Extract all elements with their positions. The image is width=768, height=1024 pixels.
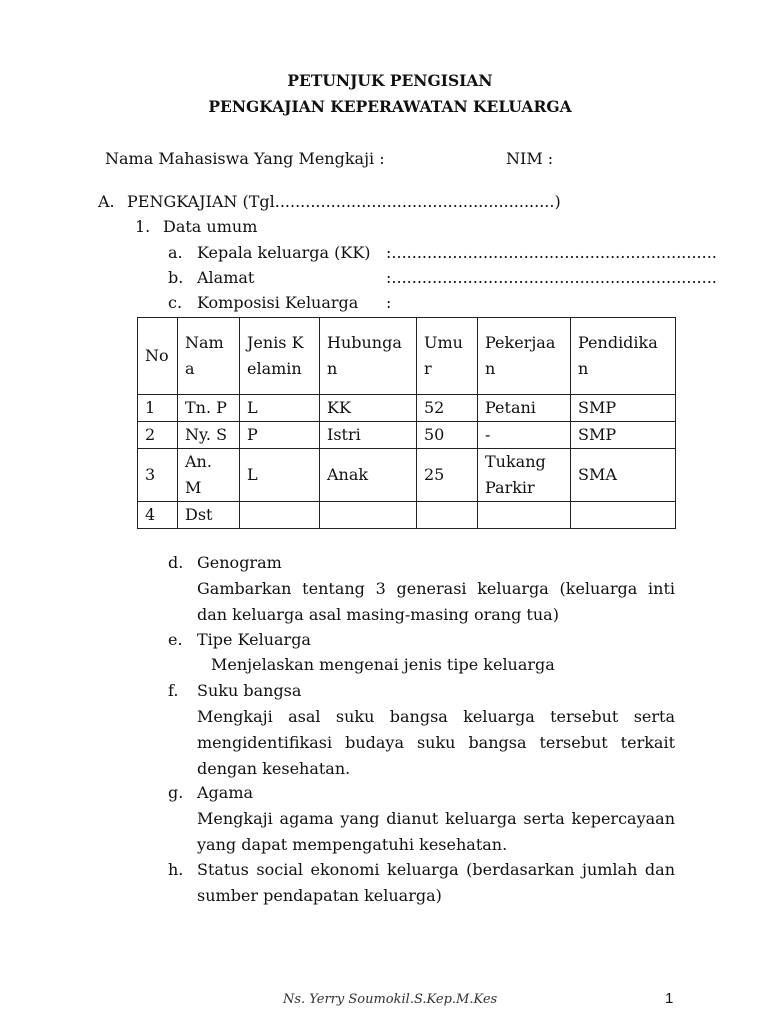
section-g-text: Mengkaji agama yang dianut keluarga serta kepercayaan yang dapat mempengatuhi kesehatan. [197,809,675,854]
table-row [138,395,676,422]
footer-author: Ns. Yerry Soumokil.S.Kep.M.Kes [283,992,498,1007]
table-cell: Ny. S [178,422,240,449]
section-d-text: Gambarkan tentang 3 generasi keluarga (keluarga inti dan keluarga asal masing-masing orang tua) [197,579,675,624]
table-cell: L [240,449,320,502]
section-a-marker: A. [98,192,115,211]
table-cell: KK [320,395,417,422]
table-cell: 3 [138,449,178,502]
header-cell-pekerjaan: Pekerjaan [478,318,571,395]
header-cell-jenis-kelamin: Jenis Kelamin [240,318,320,395]
section-e-marker: e. [168,630,183,649]
table-cell: SMA [571,449,676,502]
section-f-marker: f. [168,681,179,700]
item-c-marker: c. [168,293,183,312]
table-cell: Anak [320,449,417,502]
page-number: 1 [665,990,674,1007]
table-cell: P [240,422,320,449]
header-cell-nama: Nama [178,318,240,395]
header-cell-umur: Umur [417,318,478,395]
item-c-label: Komposisi Keluarga [197,293,359,312]
table-row [138,449,676,502]
header-cell-hubungan: Hubungan [320,318,417,395]
item-b-value: :................................................................ [386,268,717,287]
nim-label: NIM : [506,149,554,168]
document-title-line1: PETUNJUK PENGISIAN [287,71,493,90]
family-composition-table [137,317,676,529]
table-row [138,422,676,449]
table-header-row [138,318,676,395]
item-b-label: Alamat [197,268,255,287]
table-cell: Petani [478,395,571,422]
table-cell: 2 [138,422,178,449]
table-cell [478,502,571,529]
section-e-title: Tipe Keluarga [197,630,311,649]
data-umum-marker: 1. [135,217,151,236]
section-e-text: Menjelaskan mengenai jenis tipe keluarga [211,655,555,674]
table-cell: 1 [138,395,178,422]
section-h-marker: h. [168,860,184,879]
section-g-marker: g. [168,783,184,802]
header-cell-pendidikan: Pendidikan [571,318,676,395]
table-cell: Istri [320,422,417,449]
item-a-marker: a. [168,243,183,262]
table-cell [240,502,320,529]
table-cell: Tn. P [178,395,240,422]
table-cell: SMP [571,422,676,449]
section-h-title: Status social ekonomi keluarga (berdasarkan jumlah dan sumber pendapatan keluarga) [197,860,675,905]
section-d-marker: d. [168,553,184,572]
table-cell: 50 [417,422,478,449]
table-row [138,502,676,529]
item-c-value: : [386,293,392,312]
table-cell: An. M [178,449,240,502]
table-cell: 52 [417,395,478,422]
table-cell [417,502,478,529]
data-umum-label: Data umum [163,217,258,236]
table-cell: 25 [417,449,478,502]
table-cell: Dst [178,502,240,529]
item-a-label: Kepala keluarga (KK) [197,243,371,262]
item-a-value: :................................................................ [386,243,717,262]
table-cell: Tukang Parkir [478,449,571,502]
table-cell: L [240,395,320,422]
table-cell: - [478,422,571,449]
table-cell [320,502,417,529]
table-cell: SMP [571,395,676,422]
table-cell: 4 [138,502,178,529]
item-b-marker: b. [168,268,184,287]
student-name-label: Nama Mahasiswa Yang Mengkaji : [105,149,385,168]
section-g-title: Agama [197,783,254,802]
section-d-title: Genogram [197,553,282,572]
header-cell-no: No [138,318,178,395]
section-f-text: Mengkaji asal suku bangsa keluarga tersebut serta mengidentifikasi budaya suku bangsa tersebut terkait dengan kesehatan. [197,707,675,778]
document-title-line2: PENGKAJIAN KEPERAWATAN KELUARGA [208,97,572,116]
table-cell [571,502,676,529]
section-f-title: Suku bangsa [197,681,302,700]
section-a-label: PENGKAJIAN (Tgl.......................................................) [127,192,561,211]
